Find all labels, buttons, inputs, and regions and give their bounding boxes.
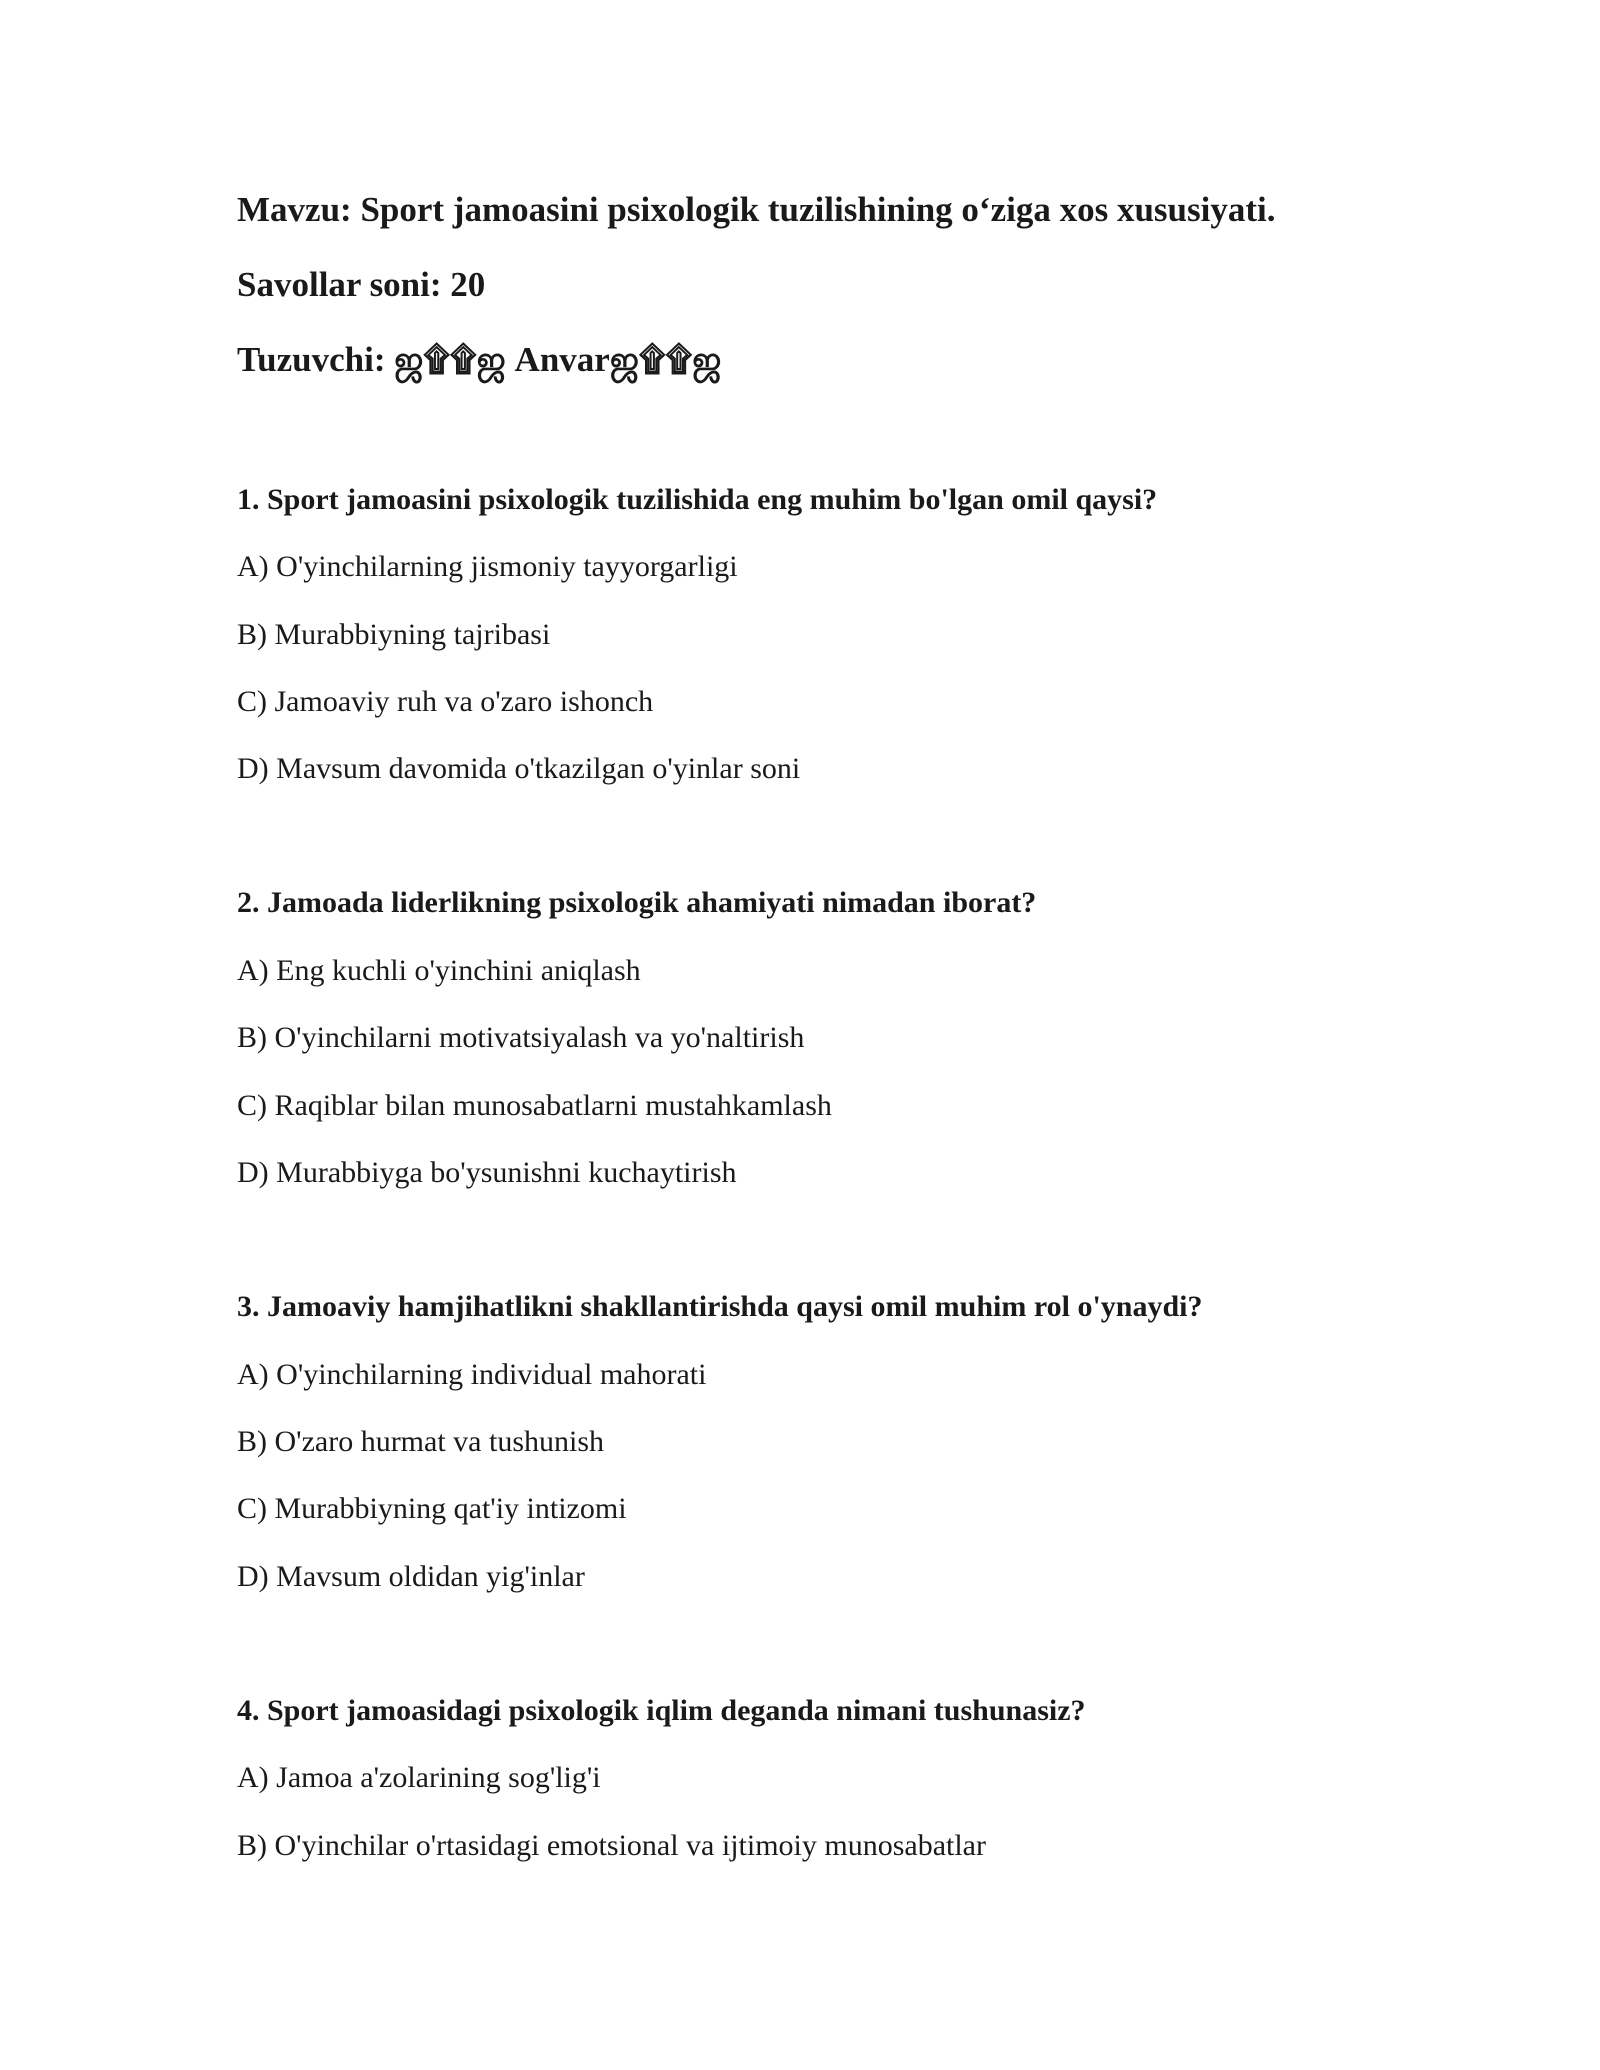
author-line: Tuzuvchi: ஜ۩۩ஜ Anvarஜ۩۩ஜ bbox=[237, 340, 722, 379]
question-2-option-a: A) Eng kuchli o'yinchini aniqlash bbox=[237, 954, 641, 987]
question-2-option-d: D) Murabbiyga bo'ysunishni kuchaytirish bbox=[237, 1156, 737, 1189]
question-1-option-d: D) Mavsum davomida o'tkazilgan o'yinlar soni bbox=[237, 752, 801, 785]
question-count: Savollar soni: 20 bbox=[237, 265, 486, 304]
question-3: 3. Jamoaviy hamjihatlikni shakllantirishda qaysi omil muhim rol o'ynaydi? bbox=[237, 1290, 1203, 1323]
question-4: 4. Sport jamoasidagi psixologik iqlim deganda nimani tushunasiz? bbox=[237, 1694, 1086, 1727]
question-1-option-b: B) Murabbiyning tajribasi bbox=[237, 618, 551, 651]
topic-heading: Mavzu: Sport jamoasini psixologik tuzilishining o‘ziga xos xususiyati. bbox=[237, 190, 1276, 229]
question-1: 1. Sport jamoasini psixologik tuzilishida eng muhim bo'lgan omil qaysi? bbox=[237, 483, 1158, 516]
question-4-option-a: A) Jamoa a'zolarining sog'lig'i bbox=[237, 1761, 601, 1794]
question-2-option-c: C) Raqiblar bilan munosabatlarni mustahkamlash bbox=[237, 1089, 832, 1122]
question-2: 2. Jamoada liderlikning psixologik ahamiyati nimadan iborat? bbox=[237, 886, 1037, 919]
question-1-option-a: A) O'yinchilarning jismoniy tayyorgarligi bbox=[237, 550, 738, 583]
question-3-option-c: C) Murabbiyning qat'iy intizomi bbox=[237, 1492, 627, 1525]
question-3-option-d: D) Mavsum oldidan yig'inlar bbox=[237, 1560, 585, 1593]
question-1-option-c: C) Jamoaviy ruh va o'zaro ishonch bbox=[237, 685, 654, 718]
question-4-option-b: B) O'yinchilar o'rtasidagi emotsional va ijtimoiy munosabatlar bbox=[237, 1829, 986, 1862]
question-3-option-b: B) O'zaro hurmat va tushunish bbox=[237, 1425, 605, 1458]
question-2-option-b: B) O'yinchilarni motivatsiyalash va yo'naltirish bbox=[237, 1021, 805, 1054]
question-3-option-a: A) O'yinchilarning individual mahorati bbox=[237, 1358, 707, 1391]
document-page bbox=[237, 0, 1437, 2070]
